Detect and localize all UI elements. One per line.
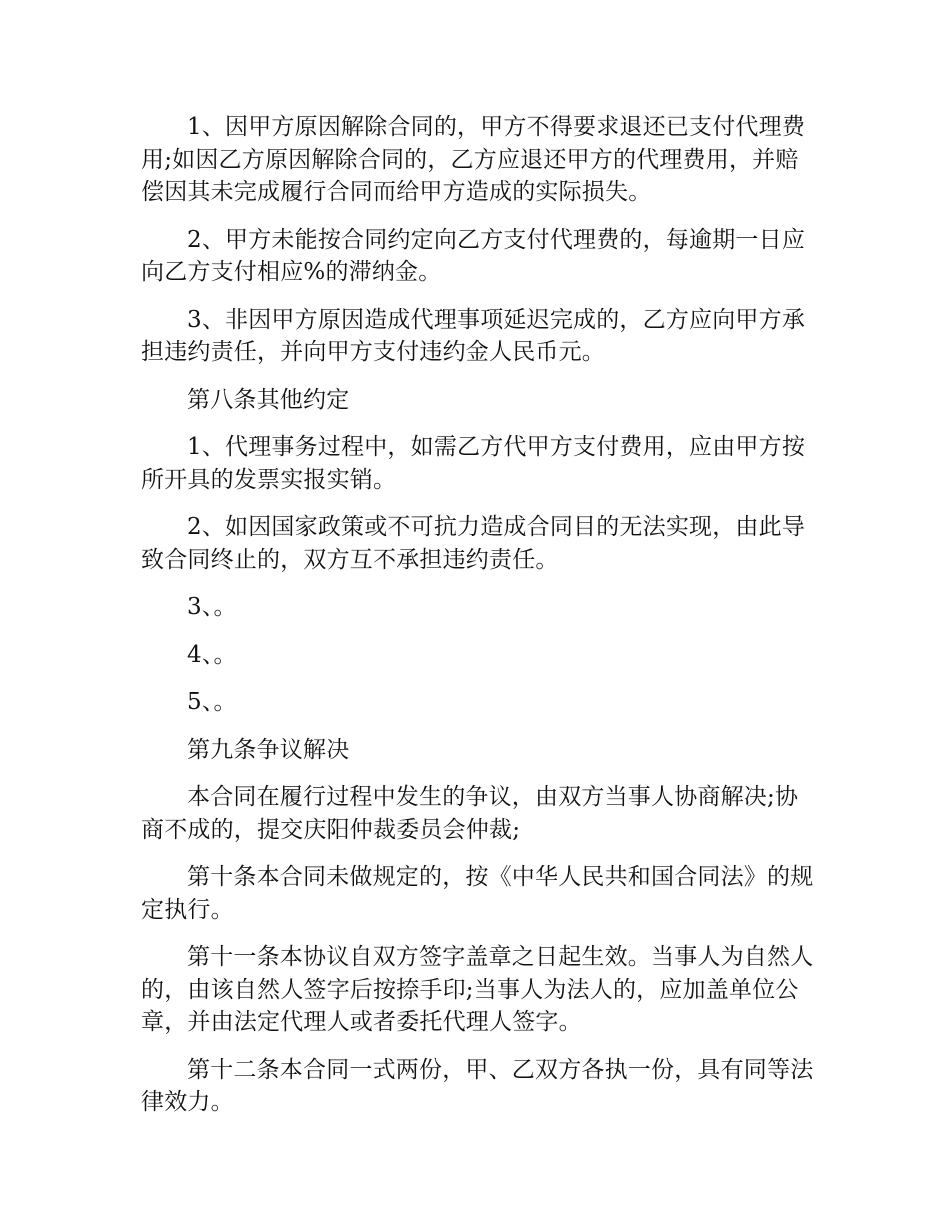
- clause-paragraph: 3、。: [187, 594, 237, 620]
- clause-paragraph: 第十二条本合同一式两份，甲、乙双方各执一份，具有同等法律效力。: [141, 1056, 814, 1115]
- clause-paragraph: 本合同在履行过程中发生的争议，由双方当事人协商解决;协商不成的，提交庆阳仲裁委员会仲裁;: [141, 784, 799, 843]
- clause-paragraph: 3、非因甲方原因造成代理事项延迟完成的，乙方应向甲方承担违约责任，并向甲方支付违约金人民币元。: [141, 306, 806, 365]
- clause-paragraph: 1、代理事务过程中，如需乙方代甲方支付费用，应由甲方按所开具的发票实报实销。: [141, 434, 806, 493]
- clause-paragraph: 4、。: [187, 641, 237, 668]
- section-heading: 第八条其他约定: [187, 386, 350, 413]
- clause-paragraph: 2、甲方未能按合同约定向乙方支付代理费的，每逾期一日应向乙方支付相应%的滞纳金。: [141, 226, 806, 285]
- section-heading: 第九条争议解决: [187, 736, 350, 763]
- clause-paragraph: 5、。: [187, 689, 237, 715]
- clause-paragraph: 2、如因国家政策或不可抗力造成合同目的无法实现，由此导致合同终止的，双方互不承担违约责任。: [141, 514, 806, 573]
- clause-paragraph: 1、因甲方原因解除合同的，甲方不得要求退还已支付代理费用;如因乙方原因解除合同的，乙方应退还甲方的代理费用，并赔偿因其未完成履行合同而给甲方造成的实际损失。: [141, 114, 806, 205]
- document-body: [141, 111, 821, 1134]
- clause-paragraph: 第十条本合同未做规定的，按《中华人民共和国合同法》的规定执行。: [141, 864, 814, 923]
- clause-paragraph: 第十一条本协议自双方签字盖章之日起生效。当事人为自然人的，由该自然人签字后按捺手印;当事人为法人的，应加盖单位公章，并由法定代理人或者委托代理人签字。: [141, 944, 814, 1035]
